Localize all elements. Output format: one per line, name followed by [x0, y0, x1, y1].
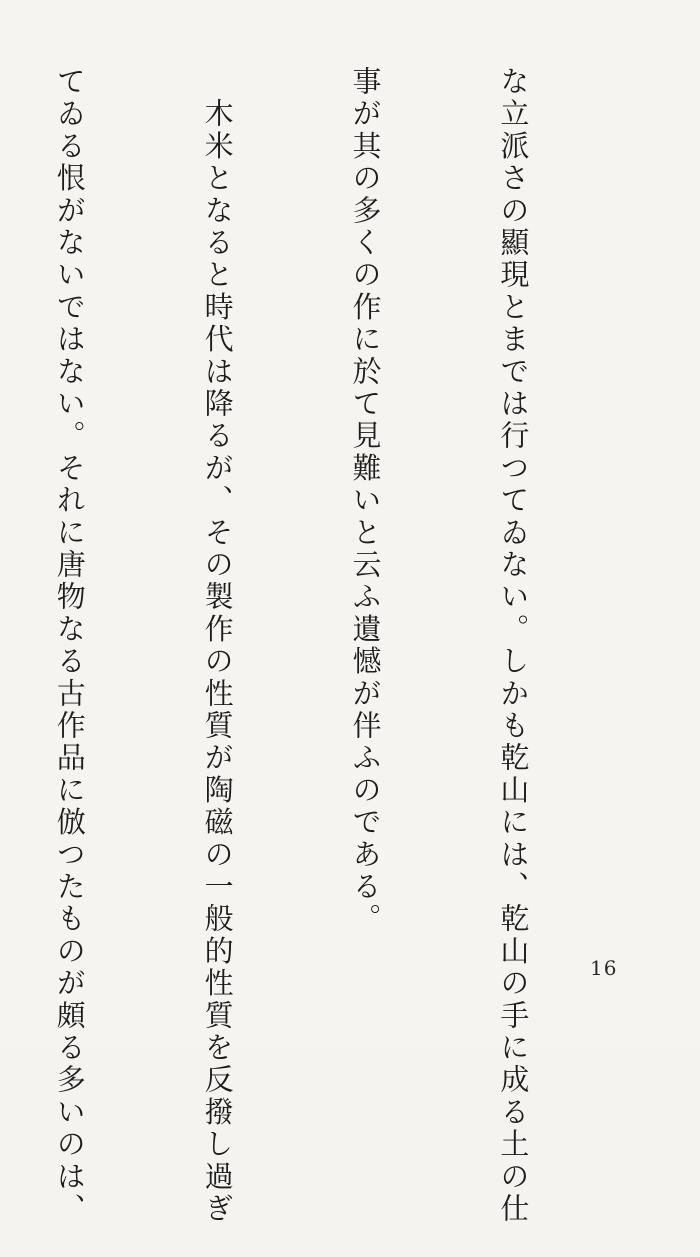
text-column: てゐる恨がないではない。それに唐物なる古作品に倣つたものが頗る多いのは、	[52, 66, 87, 1226]
text-column: な立派さの顯現とまでは行つてゐない。しかも乾山には、乾山の手に成る土の仕	[496, 66, 531, 1226]
page-number: 16	[590, 956, 618, 980]
text-column: 事が其の多くの作に於て見難いと云ふ遺憾が伴ふのである。	[348, 66, 383, 936]
text-column: 木米となると時代は降るが、その製作の性質が陶磁の一般的性質を反撥し過ぎ	[200, 66, 235, 1226]
